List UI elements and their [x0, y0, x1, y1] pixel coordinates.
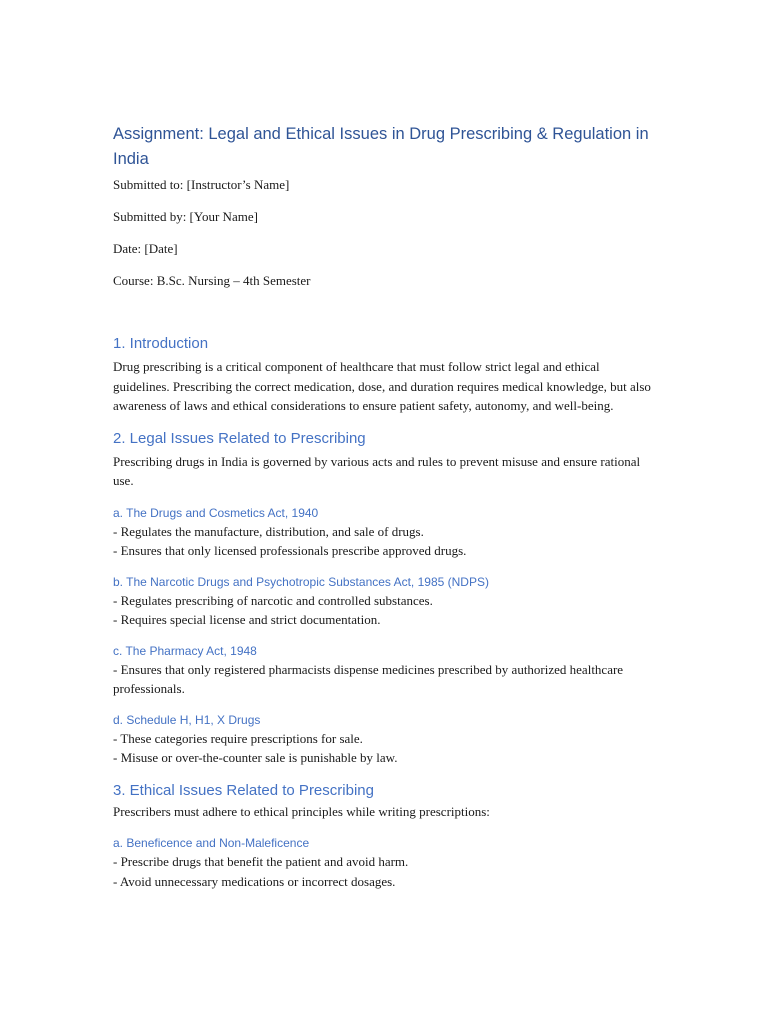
subsection-heading-ndps-act: b. The Narcotic Drugs and Psychotropic Substances Act, 1985 (NDPS) [113, 574, 489, 589]
section-paragraph: Prescribers must adhere to ethical principles while writing prescriptions: [113, 803, 490, 819]
document-page [113, 122, 653, 891]
list-item: - Ensures that only licensed professionals prescribe approved drugs. [113, 543, 467, 558]
list-item: - Avoid unnecessary medications or incorrect dosages. [113, 873, 396, 889]
submitted-to: Submitted to: [Instructor’s Name] [113, 177, 290, 192]
list-item: - Prescribe drugs that benefit the patient and avoid harm. [113, 854, 409, 869]
subsection-heading-beneficence: a. Beneficence and Non-Maleficence [113, 836, 310, 850]
subsection-heading-drugs-cosmetics-act: a. The Drugs and Cosmetics Act, 1940 [113, 505, 319, 520]
list-item: - Regulates prescribing of narcotic and controlled substances. [113, 592, 433, 608]
list-item: - Regulates the manufacture, distribution, and sale of drugs. [113, 523, 424, 539]
subsection-heading-pharmacy-act: c. The Pharmacy Act, 1948 [113, 643, 257, 658]
subsection-heading-schedule-drugs: d. Schedule H, H1, X Drugs [113, 712, 261, 727]
section-heading-legal-issues: 2. Legal Issues Related to Prescribing [113, 429, 366, 447]
list-item: - Misuse or over-the-counter sale is punishable by law. [113, 750, 398, 765]
list-item: - Ensures that only registered pharmacists dispense medicines prescribed by authorized healthcare professionals. [113, 661, 624, 696]
submitted-by: Submitted by: [Your Name] [113, 209, 258, 224]
section-paragraph: Drug prescribing is a critical component of healthcare that must follow strict legal and ethical guidelines. Prescribing the correct medication, dose, and duration requires medical knowledge, but also awareness of laws and ethical considerations to ensure patient safety, autonomy, and well-being. [113, 359, 651, 413]
section-paragraph: Prescribing drugs in India is governed by various acts and rules to prevent misuse and ensure rational use. [113, 453, 641, 488]
list-item: - These categories require prescriptions for sale. [113, 730, 363, 746]
section-heading-introduction: 1. Introduction [113, 335, 209, 352]
list-item: - Requires special license and strict documentation. [113, 612, 381, 627]
date-line: Date: [Date] [113, 241, 178, 256]
document-title: Assignment: Legal and Ethical Issues in Drug Prescribing & Regulation in India [113, 125, 649, 168]
course-line: Course: B.Sc. Nursing – 4th Semester [113, 273, 311, 288]
section-heading-ethical-issues: 3. Ethical Issues Related to Prescribing [113, 781, 374, 799]
